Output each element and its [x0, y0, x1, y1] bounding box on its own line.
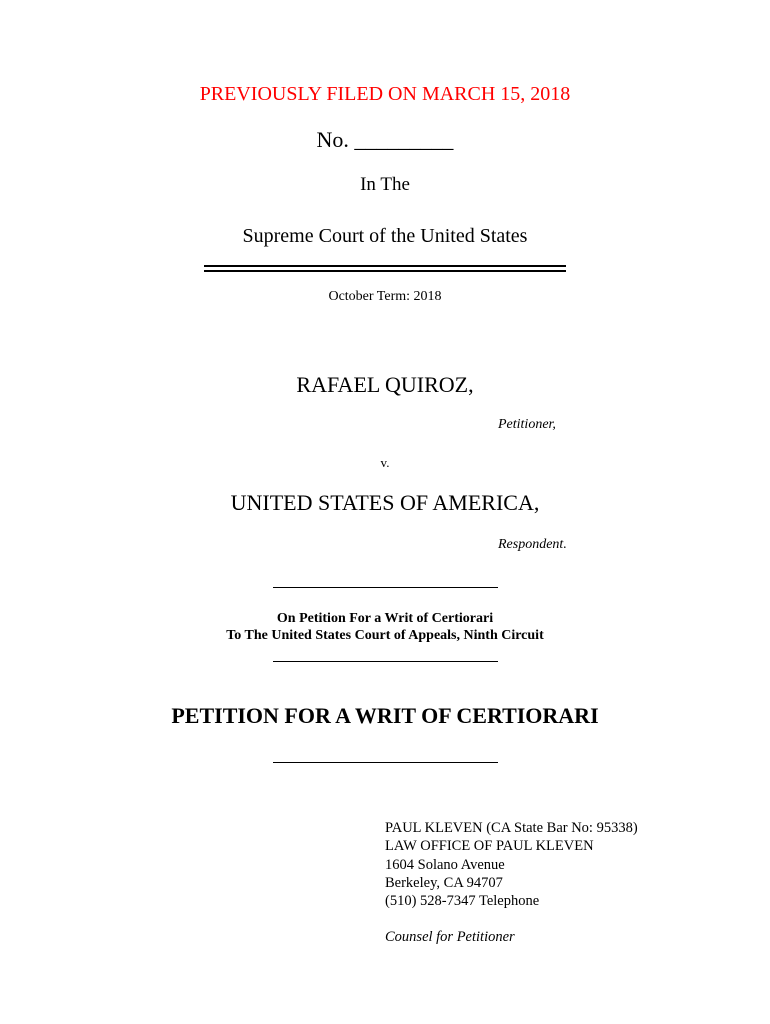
court-name: Supreme Court of the United States — [242, 225, 528, 247]
respondent-name: UNITED STATES OF AMERICA, — [230, 490, 540, 515]
versus-label: v. — [380, 455, 390, 470]
docket-number: No. _________ — [316, 127, 454, 152]
divider — [273, 587, 498, 588]
respondent-role: Respondent. — [498, 537, 567, 552]
filed-notice: PREVIOUSLY FILED ON MARCH 15, 2018 — [199, 83, 571, 105]
petitioner-role: Petitioner, — [498, 417, 556, 432]
in-the-heading: In The — [360, 174, 410, 195]
petition-subtitle-line-2: To The United States Court of Appeals, Ninth Circuit — [226, 628, 544, 643]
counsel-line: (510) 528-7347 Telephone — [385, 893, 540, 910]
counsel-line: Berkeley, CA 94707 — [385, 874, 503, 891]
document-title: PETITION FOR A WRIT OF CERTIORARI — [171, 703, 599, 728]
divider — [273, 661, 498, 662]
counsel-line: LAW OFFICE OF PAUL KLEVEN — [385, 838, 594, 855]
divider — [273, 762, 498, 763]
counsel-line: 1604 Solano Avenue — [385, 856, 505, 873]
double-divider — [204, 265, 566, 272]
petitioner-name: RAFAEL QUIROZ, — [296, 372, 474, 397]
counsel-role: Counsel for Petitioner — [385, 929, 515, 945]
court-term: October Term: 2018 — [328, 289, 442, 304]
petition-subtitle-line-1: On Petition For a Writ of Certiorari — [276, 611, 494, 626]
counsel-line: PAUL KLEVEN (CA State Bar No: 95338) — [385, 820, 638, 836]
counsel-address-block — [385, 819, 638, 910]
